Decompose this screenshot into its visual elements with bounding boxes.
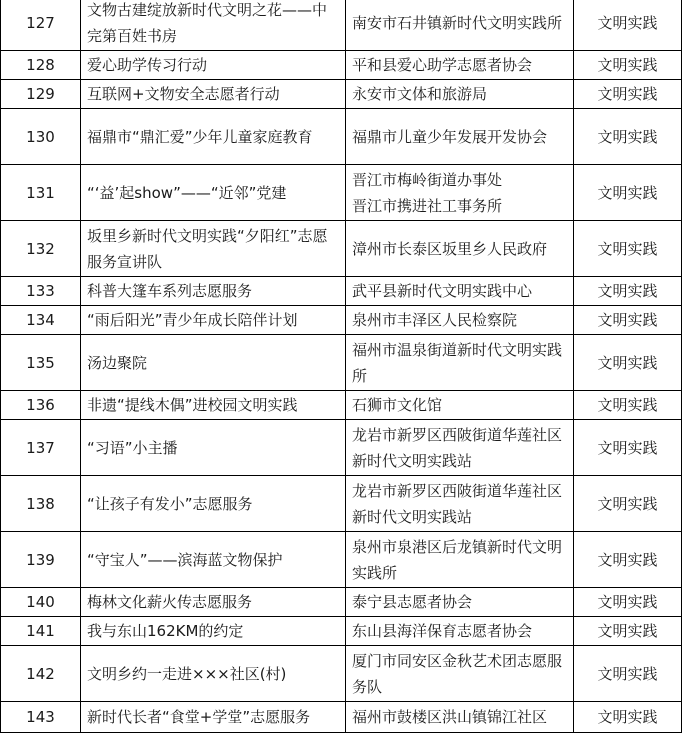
table-row [1,277,682,306]
row-number: 142 [1,646,81,702]
project-name: 非遗“提线木偶”进校园文明实践 [81,391,346,420]
category-label: 文明实践 [574,617,682,646]
project-name: “习语”小主播 [81,420,346,476]
category-label: 文明实践 [574,165,682,221]
category-label: 文明实践 [574,277,682,306]
organization-name: 东山县海洋保育志愿者协会 [346,617,574,646]
category-label: 文明实践 [574,109,682,165]
table-row [1,476,682,532]
organization-name: 泉州市泉港区后龙镇新时代文明实践所 [346,532,574,588]
category-label: 文明实践 [574,221,682,277]
project-name: 科普大篷车系列志愿服务 [81,277,346,306]
category-label: 文明实践 [574,702,682,733]
organization-name: 武平县新时代文明实践中心 [346,277,574,306]
project-name: 坂里乡新时代文明实践“夕阳红”志愿服务宣讲队 [81,221,346,277]
project-name: 文明乡约一走进×××社区(村) [81,646,346,702]
category-label: 文明实践 [574,51,682,80]
row-number: 139 [1,532,81,588]
row-number: 137 [1,420,81,476]
category-label: 文明实践 [574,588,682,617]
organization-name: 厦门市同安区金秋艺术团志愿服务队 [346,646,574,702]
category-label: 文明实践 [574,80,682,109]
table-row [1,588,682,617]
category-label: 文明实践 [574,532,682,588]
row-number: 130 [1,109,81,165]
table-row [1,391,682,420]
table-row [1,165,682,221]
organization-name: 石狮市文化馆 [346,391,574,420]
table-row [1,306,682,335]
table-row [1,109,682,165]
project-name: “雨后阳光”青少年成长陪伴计划 [81,306,346,335]
category-label: 文明实践 [574,306,682,335]
organization-name: 平和县爱心助学志愿者协会 [346,51,574,80]
row-number: 138 [1,476,81,532]
table-row [1,532,682,588]
table-row [1,617,682,646]
organization-name: 永安市文体和旅游局 [346,80,574,109]
table-row [1,420,682,476]
row-number: 129 [1,80,81,109]
category-label: 文明实践 [574,646,682,702]
category-label: 文明实践 [574,391,682,420]
category-label: 文明实践 [574,335,682,391]
category-label: 文明实践 [574,0,682,51]
row-number: 135 [1,335,81,391]
project-name: “守宝人”——滨海蓝文物保护 [81,532,346,588]
organization-name: 福鼎市儿童少年发展开发协会 [346,109,574,165]
projects-table-body [1,0,682,733]
organization-name: 泰宁县志愿者协会 [346,588,574,617]
organization-name: 福州市温泉街道新时代文明实践所 [346,335,574,391]
organization-name: 晋江市梅岭街道办事处 晋江市携进社工事务所 [346,165,574,221]
table-row [1,80,682,109]
project-name: “让孩子有发小”志愿服务 [81,476,346,532]
organization-name: 龙岩市新罗区西陂街道华莲社区新时代文明实践站 [346,476,574,532]
table-row [1,51,682,80]
table-row [1,335,682,391]
category-label: 文明实践 [574,420,682,476]
project-name: 互联网+文物安全志愿者行动 [81,80,346,109]
row-number: 128 [1,51,81,80]
row-number: 140 [1,588,81,617]
project-name: “‘益’起show”——“近邻”党建 [81,165,346,221]
project-name: 梅林文化薪火传志愿服务 [81,588,346,617]
organization-name: 泉州市丰泽区人民检察院 [346,306,574,335]
organization-name: 南安市石井镇新时代文明实践所 [346,0,574,51]
project-name: 文物古建绽放新时代文明之花——中完第百姓书房 [81,0,346,51]
project-name: 福鼎市“鼎汇爱”少年儿童家庭教育 [81,109,346,165]
table-row [1,702,682,733]
project-name: 汤边聚院 [81,335,346,391]
table-row [1,221,682,277]
organization-name: 漳州市长泰区坂里乡人民政府 [346,221,574,277]
organization-name: 福州市鼓楼区洪山镇锦江社区 [346,702,574,733]
row-number: 136 [1,391,81,420]
category-label: 文明实践 [574,476,682,532]
project-name: 新时代长者“食堂+学堂”志愿服务 [81,702,346,733]
table-row [1,0,682,51]
row-number: 141 [1,617,81,646]
row-number: 133 [1,277,81,306]
row-number: 127 [1,0,81,51]
project-name: 爱心助学传习行动 [81,51,346,80]
row-number: 143 [1,702,81,733]
project-name: 我与东山162KM的约定 [81,617,346,646]
table-row [1,646,682,702]
organization-name: 龙岩市新罗区西陂街道华莲社区新时代文明实践站 [346,420,574,476]
row-number: 132 [1,221,81,277]
row-number: 134 [1,306,81,335]
row-number: 131 [1,165,81,221]
